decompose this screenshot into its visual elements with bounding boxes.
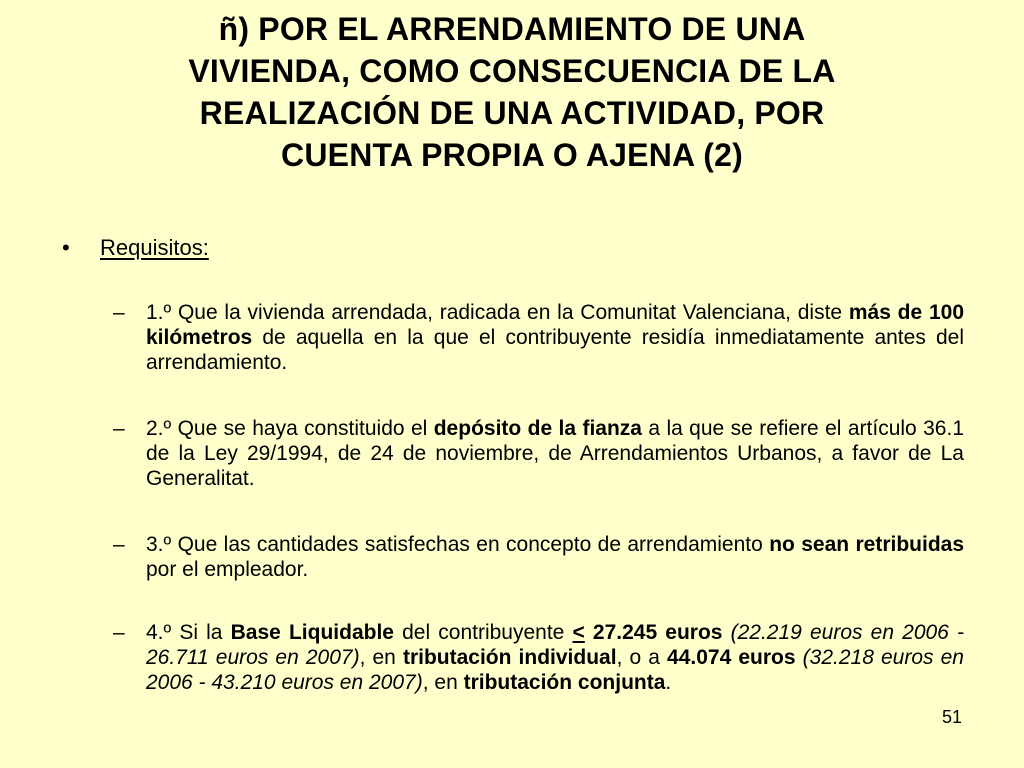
slide-title: [60, 8, 964, 176]
requirement-text: [146, 620, 964, 695]
text-segment: más de 100 kilómetros: [146, 301, 964, 349]
bullet-icon: •: [62, 235, 70, 260]
text-segment: del contribuyente: [393, 621, 573, 644]
text-segment: , en: [359, 646, 403, 669]
title-line: ñ) POR EL ARRENDAMIENTO DE UNA: [218, 11, 806, 47]
requirements-heading: [62, 234, 209, 262]
text-segment: 3.º Que las cantidades satisfechas en concepto de arrendamiento: [146, 533, 770, 556]
requirement-item-3: [113, 532, 964, 582]
dash-icon: –: [113, 417, 125, 440]
text-segment: a la que se refiere el artículo 36.1 de la Ley 29/1994, de 24 de noviembre, de Arrendamientos Urbanos, a favor de La Generalitat.: [146, 417, 964, 490]
text-segment: , o a: [616, 646, 668, 669]
text-segment: Base Liquidable: [230, 621, 394, 644]
dash-icon: –: [113, 301, 125, 324]
text-segment: .: [665, 671, 672, 694]
text-segment: , en: [422, 671, 464, 694]
text-segment: 4.º Si la: [146, 621, 231, 644]
text-segment: 1.º Que la vivienda arrendada, radicada en la Comunitat Valenciana, diste: [146, 301, 849, 324]
title-line: REALIZACIÓN DE UNA ACTIVIDAD, POR: [199, 95, 825, 131]
text-segment: de aquella en la que el contribuyente residía inmediatamente antes del arrendamiento.: [146, 326, 964, 374]
requirement-text: [146, 416, 964, 491]
requirement-text: [146, 532, 964, 582]
text-segment: tributación conjunta: [463, 671, 666, 694]
requirements-label: Requisitos:: [100, 235, 209, 260]
text-segment: depósito de la fianza: [433, 417, 642, 440]
page-number: 51: [941, 707, 962, 727]
title-line: CUENTA PROPIA O AJENA (2): [281, 137, 743, 173]
requirement-text: [146, 300, 964, 375]
text-segment: 2.º Que se haya constituido el: [146, 417, 434, 440]
text-segment: 27.245 euros: [584, 621, 723, 644]
text-segment: por el empleador.: [146, 558, 309, 581]
text-segment: <: [572, 621, 585, 644]
text-segment: [796, 646, 803, 669]
title-line: VIVIENDA, COMO CONSECUENCIA DE LA: [188, 53, 836, 89]
text-segment: (32.218 euros en 2006 - 43.210 euros en 2007): [146, 646, 964, 694]
text-segment: 44.074 euros: [667, 646, 796, 669]
text-segment: (22.219 euros en 2006 - 26.711 euros en 2007): [146, 621, 964, 669]
requirement-item-2: [113, 416, 964, 491]
text-segment: no sean retribuidas: [769, 533, 965, 556]
requirement-item-4: [113, 620, 964, 695]
dash-icon: –: [113, 621, 125, 644]
dash-icon: –: [113, 533, 125, 556]
text-segment: [722, 621, 730, 644]
text-segment: tributación individual: [402, 646, 617, 669]
requirement-item-1: [113, 300, 964, 375]
